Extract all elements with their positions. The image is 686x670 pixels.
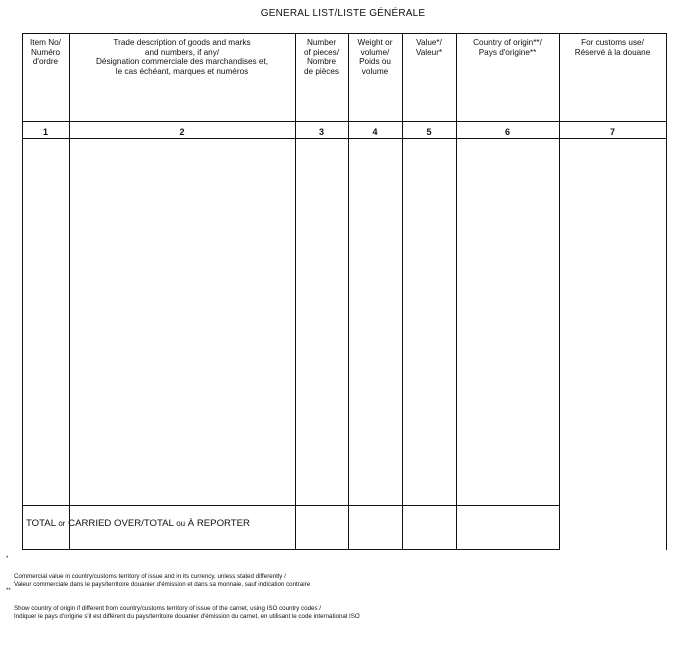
table-border-right [666,33,667,550]
footnote-mark: ** [6,588,11,594]
total-label-part: À REPORTER [187,518,250,529]
total-label-or: or [58,519,66,528]
column-number: 1 [42,127,48,137]
column-divider [402,33,403,550]
total-label [26,518,250,529]
header-country-of-origin: Country of origin**/ Pays d'origine** [473,38,542,57]
header-number-of-pieces: Number of pieces/ Nombre de pièces [303,38,340,76]
column-number: 2 [179,127,185,137]
footnote-mark: * [6,556,9,562]
table-border-top [22,33,667,34]
header-customs-use: For customs use/ Réservé à la douane [574,38,651,57]
column-number: 3 [318,127,324,137]
header-value: Value*/ Valeur* [415,38,443,57]
column-divider [559,33,560,550]
table-border-left [22,33,23,550]
column-number: 4 [372,127,378,137]
footnote-origin [6,588,360,621]
header-weight-volume: Weight or volume/ Poids ou volume [357,38,393,76]
total-label-part: TOTAL [26,518,56,529]
column-divider [295,33,296,550]
number-row-divider [22,138,667,139]
footnote-text: Show country of origin if different from country/customs territory of issue of the carnet, using ISO country codes / Indiquer le pays d'origine s'il est différent du pays/territoire douanier d'émission du carnet, en utilisant le code international ISO [14,605,360,620]
header-trade-description: Trade description of goods and marks and numbers, if any/ Désignation commerciale des marchandises et, le cas échéant, marques et numéros [95,38,269,76]
column-number: 5 [426,127,432,137]
header-item-no: Item No/ Numéro d'ordre [30,38,61,67]
column-number: 7 [609,127,615,137]
page-title: GENERAL LIST/LISTE GÉNÉRALE [260,8,426,19]
column-number: 6 [504,127,510,137]
footnote-text: Commercial value in country/customs territory of issue and in its currency, unless stated differently / Valeur commerciale dans le pays/territoire douanier d'émission et dans sa monnaie, sauf indication contraire [14,573,311,588]
total-label-part: CARRIED OVER/TOTAL [68,518,174,529]
total-row-divider [22,505,559,506]
general-list-table [22,33,667,550]
column-divider [69,33,70,550]
column-divider [348,33,349,550]
header-divider [22,121,667,122]
table-border-bottom [22,549,559,550]
column-divider [456,33,457,550]
footnote-value [6,556,311,589]
total-label-or: ou [176,519,186,528]
